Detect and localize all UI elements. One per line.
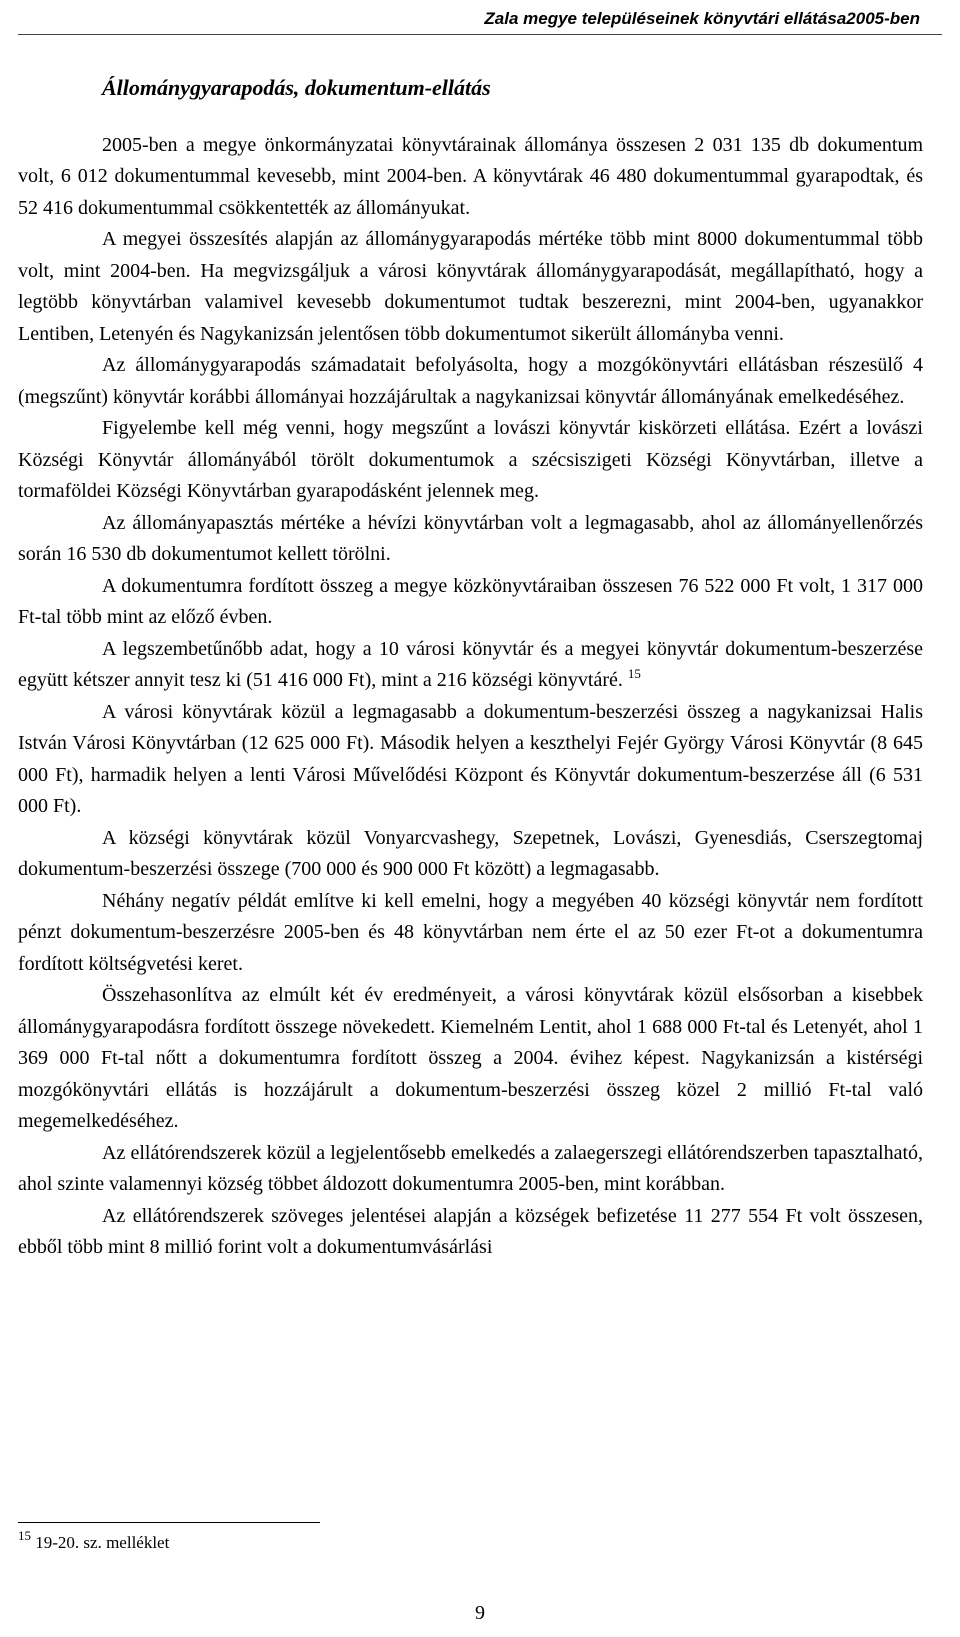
paragraph-with-footnote [18, 634, 923, 697]
paragraph: 2005-ben a megye önkormányzatai könyvtárainak állománya összesen 2 031 135 db dokumentum volt, 6 012 dokumentummal kevesebb, mint 2004-ben. A könyvtárak 46 480 dokumentummal gyarapodtak, és 52 416 dokumentummal csökkentették az állományukat. [18, 133, 923, 219]
paragraph: Figyelembe kell még venni, hogy megszűnt a lovászi könyvtár kiskörzeti ellátása. Ezért a lovászi Községi Könyvtár állományából törölt dokumentumok a szécsiszigeti Községi Könyvtárban, illetve a tormaföldei Községi Könyvtárban gyarapodásként jelennek meg. [18, 417, 923, 502]
paragraph: Az állományapasztás mértéke a hévízi könyvtárban volt a legmagasabb, ahol az állományellenőrzés során 16 530 db dokumentumot kellett törölni. [18, 511, 923, 565]
header-rule [18, 34, 942, 35]
footnote [18, 1528, 170, 1554]
paragraph: Az állománygyarapodás számadatait befolyásolta, hogy a mozgókönyvtári ellátásban részesülő 4 (megszűnt) könyvtár korábbi állományai hozzájárultak a nagykanizsai könyvtár állományának emelkedéséhez. [18, 354, 923, 408]
paragraph: Összehasonlítva az elmúlt két év eredményeit, a városi könyvtárak közül elsősorban a kisebbek állománygyarapodásra fordított összege növekedett. Kiemelném Lentit, ahol 1 688 000 Ft-tal és Letenyét, ahol 1 369 000 Ft-tal nőtt a dokumentumra fordított összeg a 2004. évihez képest. Nagykanizsán a kistérségi mozgókönyvtári ellátás is hozzájárult a dokumentum-beszerzési összeg közel 2 millió Ft-tal való megemelkedéséhez. [18, 984, 923, 1132]
page-number: 9 [475, 1602, 485, 1624]
paragraph: A községi könyvtárak közül Vonyarcvashegy, Szepetnek, Lovászi, Gyenesdiás, Cserszegtomaj dokumentum-beszerzési összege (700 000 és 900 000 Ft között) a legmagasabb. [18, 826, 923, 880]
running-header: Zala megye településeinek könyvtári ellátása2005-ben [484, 9, 920, 28]
body-text [18, 72, 923, 1264]
footnote-reference[interactable]: 15 [627, 666, 641, 681]
paragraph: A megyei összesítés alapján az állománygyarapodás mértéke több mint 8000 dokumentummal több volt, mint 2004-ben. Ha megvizsgáljuk a városi könyvtárak állománygyarapodását, megállapítható, hogy a legtöbb könyvtárban valamivel kevesebb dokumentumot tudtak beszerezni, mint 2004-ben, ugyanakkor Lentiben, Letenyén és Nagykanizsán jelentősen több dokumentumot sikerült állományba venni. [18, 228, 923, 345]
paragraph: Néhány negatív példát említve ki kell emelni, hogy a megyében 40 községi könyvtár nem fordított pénzt dokumentum-beszerzésre 2005-ben és 48 könyvtárban nem érte el az 50 ezer Ft-ot a dokumentumra fordított költségvetési keret. [18, 889, 923, 975]
paragraph: Az ellátórendszerek közül a legjelentősebb emelkedés a zalaegerszegi ellátórendszerben tapasztalható, ahol szinte valamennyi község többet áldozott dokumentumra 2005-ben, mint korábban. [18, 1141, 923, 1195]
paragraph: A dokumentumra fordított összeg a megye közkönyvtáraiban összesen 76 522 000 Ft volt, 1 317 000 Ft-tal több mint az előző évben. [18, 574, 923, 628]
section-title: Állománygyarapodás, dokumentum-ellátás [102, 75, 491, 100]
footnote-rule [18, 1522, 320, 1523]
footnote-text: 19-20. sz. melléklet [35, 1533, 170, 1552]
footnote-number: 15 [18, 1528, 31, 1543]
paragraph: A városi könyvtárak közül a legmagasabb a dokumentum-beszerzési összeg a nagykanizsai Halis István Városi Könyvtárban (12 625 000 Ft). Második helyen a keszthelyi Fejér György Városi Könyvtár (8 645 000 Ft), harmadik helyen a lenti Városi Művelődési Központ és Könyvtár dokumentum-beszerzése áll (6 531 000 Ft). [18, 700, 923, 817]
paragraph-text: A legszembetűnőbb adat, hogy a 10 városi könyvtár és a megyei könyvtár dokumentum-beszerzése együtt kétszer annyit tesz ki (51 416 000 Ft), mint a 216 községi könyvtáré. [18, 637, 923, 691]
paragraph: Az ellátórendszerek szöveges jelentései alapján a községek befizetése 11 277 554 Ft volt összesen, ebből több mint 8 millió forint volt a dokumentumvásárlási [18, 1204, 923, 1258]
